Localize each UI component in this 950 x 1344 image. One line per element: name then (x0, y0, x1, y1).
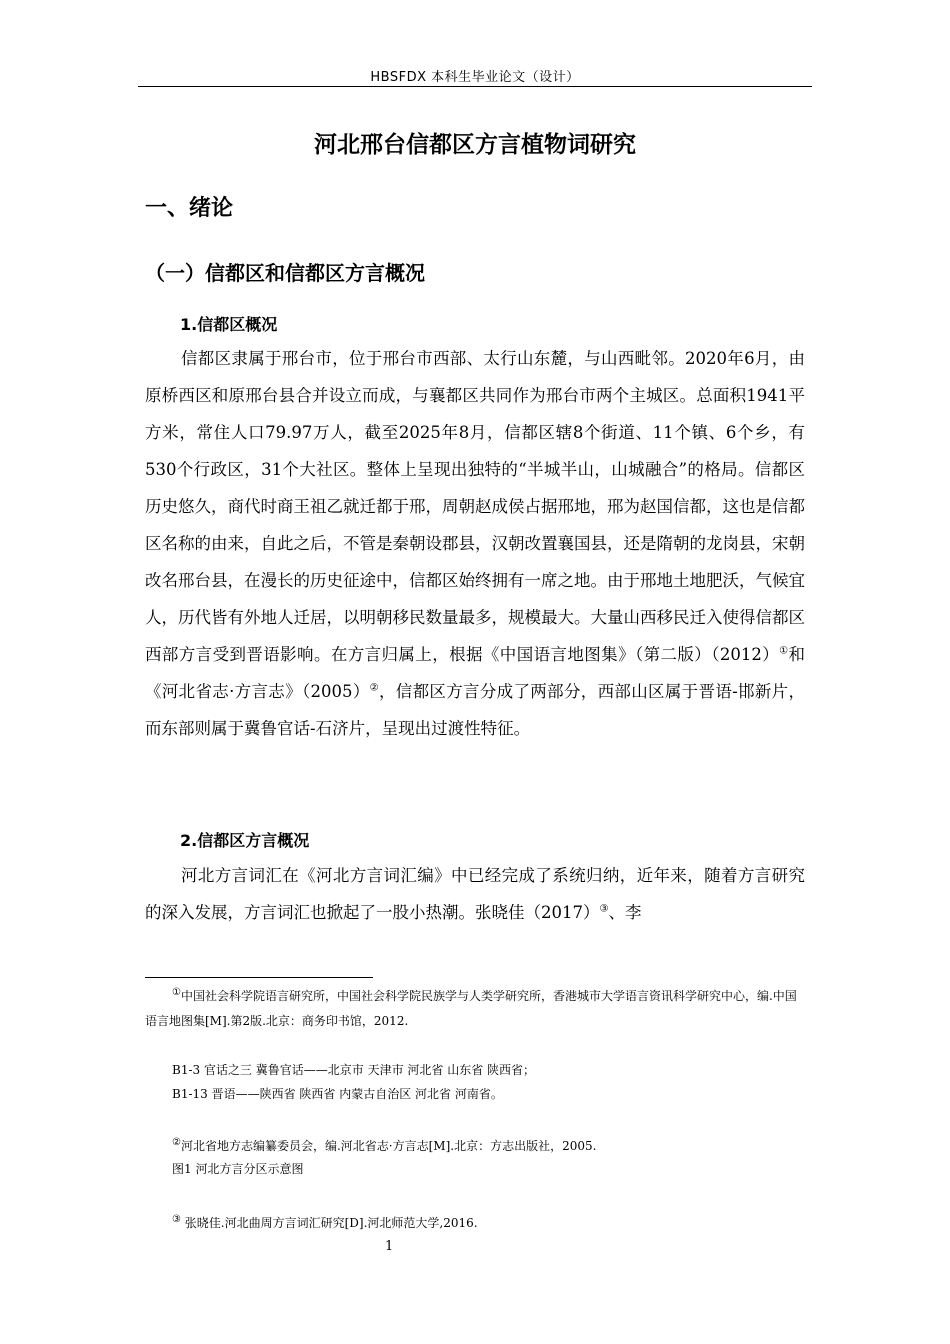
footnote-1-note-b1-13: B1-13 晋语——陕西省 陕西省 内蒙古自治区 河北省 河南省。 (172, 1087, 503, 1101)
footnote-ref-3: ③ (599, 903, 609, 915)
footnote-1: ①中国社会科学院语言研究所，中国社会科学院民族学与人类学研究所，香港城市大学语言资讯科学研究中心，编.中国语言地图集[M].第2版.北京：商务印书馆，2012. (145, 987, 797, 1028)
footnote-separator (145, 977, 373, 978)
footnote-2: ②河北省地方志编纂委员会，编.河北省志·方言志[M].北京：方志出版社，2005. (172, 1137, 597, 1153)
subsection-heading-overview: （一）信都区和信都区方言概况 (145, 261, 425, 285)
footnote-1-note-b1-3: B1-3 官话之三 冀鲁官话——北京市 天津市 河北省 山东省 陕西省； (172, 1063, 536, 1077)
paper-title: 河北邢台信都区方言植物词研究 (314, 132, 636, 158)
paragraph-dialect-overview: 河北方言词汇在《河北方言词汇编》中已经完成了系统归纳，近年来，随着方言研究的深入发展，方言词汇也掀起了一股小热潮。张晓佳（2017）③、李 (145, 866, 805, 922)
page-header: HBSFDX 本科生毕业论文（设计） (370, 70, 580, 85)
footnote-ref-1: ① (779, 645, 789, 657)
footnote-ref-2: ② (369, 682, 379, 694)
section-heading-introduction: 一、绪论 (145, 196, 234, 221)
header-rule (138, 86, 812, 87)
page-number: 1 (385, 1239, 394, 1254)
figure-caption: 图1 河北方言分区示意图 (172, 1162, 304, 1176)
item-heading-xindu-overview: 1.信都区概况 (180, 315, 278, 334)
paragraph-xindu-overview: 信都区隶属于邢台市，位于邢台市西部、太行山东麓，与山西毗邻。2020年6月，由原桥西区和原邢台县合并设立而成，与襄都区共同作为邢台市两个主城区。总面积1941平方米，常住人口79.97万人，截至2025年8月，信都区辖8个街道、11个镇、6个乡，有530个行政区，31个大社区。整体上呈现出独特的“半城半山，山城融合”的格局。信都区历史悠久，商代时商王祖乙就迁都于邢，周朝赵成侯占据邢地，邢为赵国信都，这也是信都区名称的由来，自此之后，不管是秦朝设郡县，汉朝改置襄国县，还是隋朝的龙岗县，宋朝改名邢台县，在漫长的历史征途中，信都区始终拥有一席之地。由于邢地土地肥沃，气候宜人，历代皆有外地人迁居，以明朝移民数量最多，规模最大。大量山西移民迁入使得信都区西部方言受到晋语影响。在方言归属上，根据《中国语言地图集》（第二版）（2012）①和《河北省志·方言志》（2005）②，信都区方言分成了两部分，西部山区属于晋语-邯新片，而东部则属于冀鲁官话-石济片，呈现出过渡性特征。 (145, 349, 806, 738)
item-heading-dialect-overview: 2.信都区方言概况 (180, 831, 310, 850)
footnote-3: ③ 张晓佳.河北曲周方言词汇研究[D].河北师范大学,2016. (172, 1214, 478, 1230)
